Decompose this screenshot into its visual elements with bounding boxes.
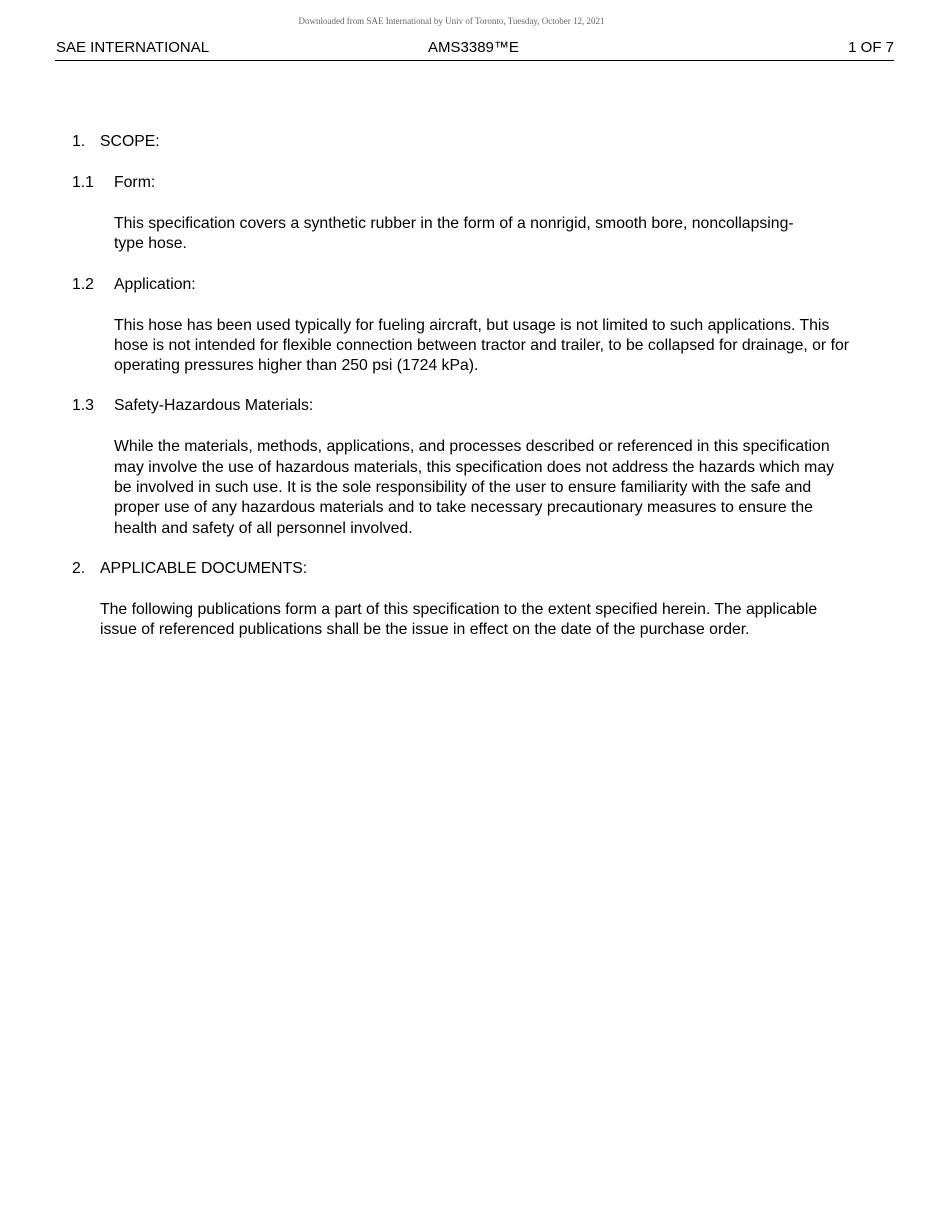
section-title: APPLICABLE DOCUMENTS:	[100, 559, 308, 577]
section-title: Safety-Hazardous Materials:	[114, 397, 314, 415]
section-1-1-heading	[72, 173, 872, 193]
section-number: 1.3	[72, 397, 94, 415]
section-1-2-paragraph: This hose has been used typically for fueling aircraft, but usage is not limited to such applications. This hose is not intended for flexible connection between tractor and trailer, to be collapsed for drainage, or for operating pressures higher than 250 psi (1724 kPa).	[114, 316, 850, 375]
header-org: SAE INTERNATIONAL	[56, 39, 210, 56]
download-watermark: Downloaded from SAE International by Univ of Toronto, Tuesday, October 12, 2021	[298, 16, 605, 26]
section-number: 1.	[72, 133, 86, 150]
section-2-heading	[72, 559, 872, 579]
document-body	[72, 132, 872, 641]
section-2-paragraph: The following publications form a part of this specification to the extent specified herein. The applicable issue of referenced publications shall be the issue in effect on the date of the purchase order.	[100, 600, 818, 639]
page-header	[55, 39, 894, 61]
section-1-2-heading	[72, 275, 872, 295]
section-1-3-paragraph: While the materials, methods, applications, and processes described or referenced in this specification may involve the use of hazardous materials, this specification does not address the hazards which may be involved in such use. It is the sole responsibility of the user to ensure familiarity with the safe and proper use of any hazardous materials and to take necessary precautionary measures to ensure the health and safety of all personnel involved.	[114, 438, 835, 537]
section-1-3-heading	[72, 396, 872, 416]
section-title: Form:	[114, 174, 156, 191]
section-title: SCOPE:	[100, 133, 160, 150]
section-1-heading	[72, 132, 872, 152]
section-1-1-paragraph: This specification covers a synthetic rubber in the form of a nonrigid, smooth bore, noncollapsing-type hose.	[114, 215, 794, 253]
header-doc-id: AMS3389™E	[428, 39, 519, 56]
section-title: Application:	[114, 275, 196, 293]
header-page-number: 1 OF 7	[848, 39, 894, 56]
section-number: 1.1	[72, 174, 94, 191]
section-number: 1.2	[72, 275, 94, 293]
section-number: 2.	[72, 559, 86, 577]
